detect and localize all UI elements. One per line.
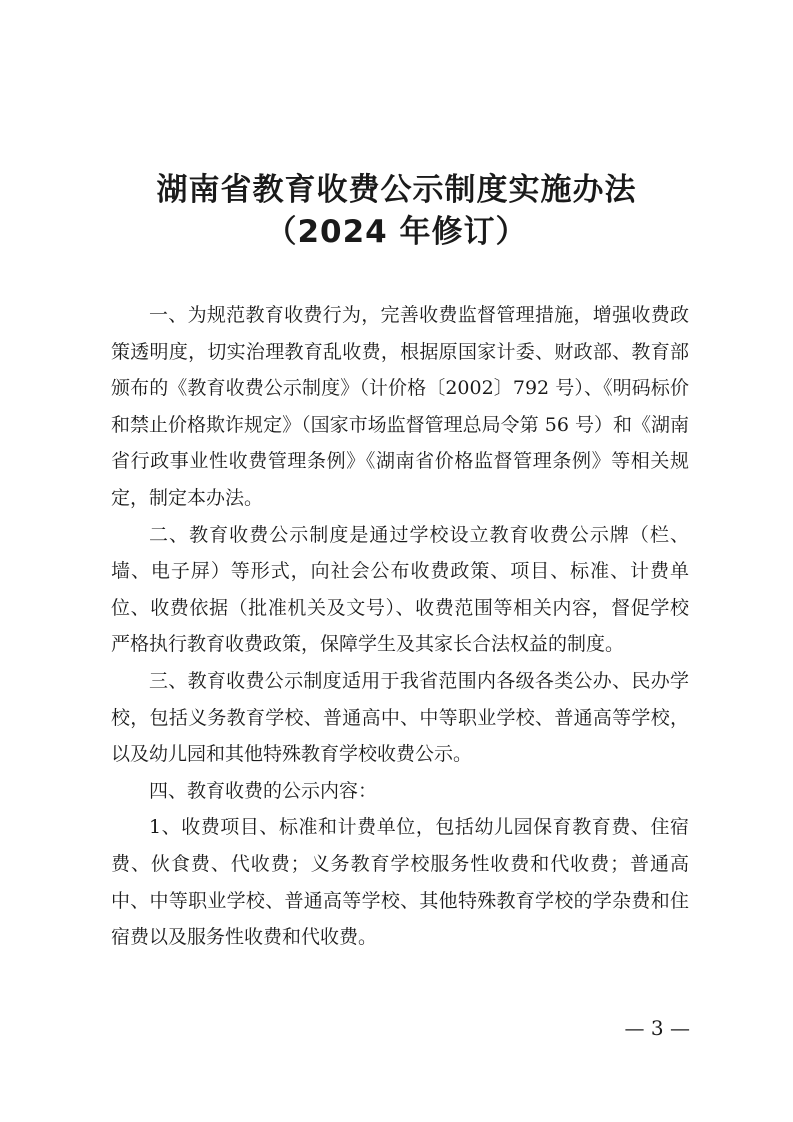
paragraph-1: 一、为规范教育收费行为，完善收费监督管理措施，增强收费政策透明度，切实治理教育乱收费，根据原国家计委、财政部、教育部颁布的《教育收费公示制度》（计价格〔2002〕792 号）、《明码标价和禁止价格欺诈规定》（国家市场监督管理总局令第 56 号）和《湖南省行政事业性收费管理条例》《湖南省价格监督管理条例》等相关规定，制定本办法。 — [111, 304, 689, 509]
paragraph-3: 三、教育收费公示制度适用于我省范围内各级各类公办、民办学校，包括义务教育学校、普通高中、中等职业学校、普通高等学校，以及幼儿园和其他特殊教育学校收费公示。 — [111, 669, 689, 766]
document-body — [111, 297, 689, 956]
paragraph-4: 四、教育收费的公示内容： — [149, 779, 378, 802]
paragraph-2: 二、教育收费公示制度是通过学校设立教育收费公示牌（栏、墙、电子屏）等形式，向社会公布收费政策、项目、标准、计费单位、收费依据（批准机关及文号）、收费范围等相关内容，督促学校严格执行教育收费政策，保障学生及其家长合法权益的制度。 — [111, 523, 689, 656]
page-number: — 3 — — [624, 1016, 690, 1040]
document-subtitle: （2024 年修订） — [265, 214, 528, 250]
paragraph-5: 1、收费项目、标准和计费单位，包括幼儿园保育教育费、住宿费、伙食费、代收费；义务教育学校服务性收费和代收费；普通高中、中等职业学校、普通高等学校、其他特殊教育学校的学杂费和住宿费以及服务性收费和代收费。 — [111, 816, 689, 949]
document-title: 湖南省教育收费公示制度实施办法 — [156, 172, 637, 208]
